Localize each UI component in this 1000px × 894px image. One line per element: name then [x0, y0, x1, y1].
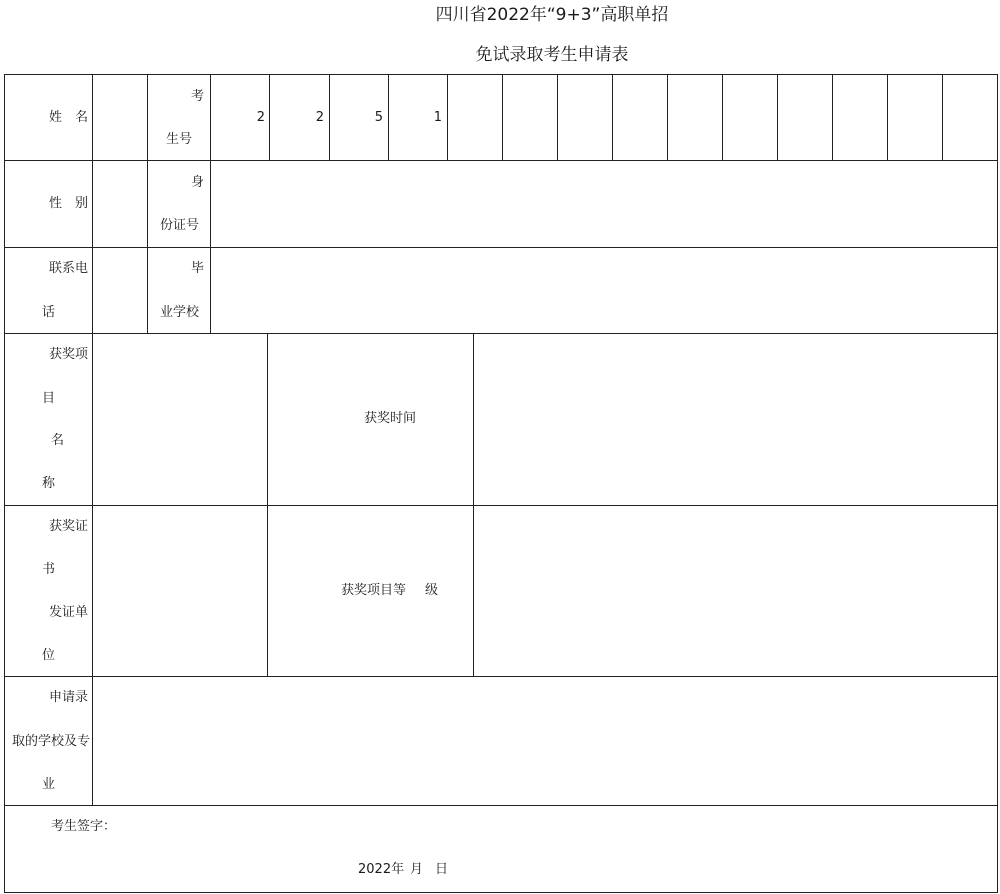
award-name-label-part3: 名: [51, 433, 65, 448]
date-year: 2022年: [358, 862, 405, 877]
exam-digit-2: 2: [315, 110, 324, 125]
rule: [147, 74, 148, 334]
rule: [4, 805, 998, 806]
rule: [777, 74, 778, 161]
exam-number-label-part1: 考: [190, 89, 204, 104]
apply-school-label-part3: 业: [42, 777, 56, 792]
exam-digit-1: 2: [256, 110, 265, 125]
form-title-line2: 免试录取考生申请表: [475, 45, 629, 65]
apply-school-label-part1: 申请录: [48, 690, 88, 705]
id-number-label-part1: 身: [190, 175, 204, 190]
rule: [4, 676, 998, 677]
school-label-part1: 毕: [190, 261, 204, 276]
rule: [473, 333, 474, 677]
rule: [210, 74, 211, 334]
apply-school-label-part2: 取的学校及专: [12, 734, 91, 749]
name-label: 姓 名: [48, 110, 88, 125]
exam-number-label-part2: 生号: [166, 132, 193, 147]
award-time-label: 获奖时间: [363, 411, 416, 426]
rule: [269, 74, 270, 161]
form-title-line1: 四川省2022年“9+3”高职单招: [435, 5, 669, 25]
rule: [92, 74, 93, 806]
date-day: 日: [435, 862, 449, 877]
rule: [722, 74, 723, 161]
exam-digit-3: 5: [374, 110, 383, 125]
rule: [4, 505, 998, 506]
gender-label: 性 别: [48, 196, 88, 211]
award-name-label-part4: 称: [42, 476, 56, 491]
phone-label-part2: 话: [42, 305, 56, 320]
rule: [502, 74, 503, 161]
rule: [557, 74, 558, 161]
rule: [612, 74, 613, 161]
rule: [4, 333, 998, 334]
rule: [4, 247, 998, 248]
award-name-label-part1: 获奖项: [48, 347, 88, 362]
phone-label-part1: 联系电: [48, 261, 88, 276]
id-number-label-part2: 份证号: [160, 218, 200, 233]
rule: [388, 74, 389, 161]
rule: [832, 74, 833, 161]
signature-label: 考生签字：: [51, 819, 117, 834]
cert-issuer-label-part2: 书: [42, 562, 56, 577]
award-name-label-part2: 目: [42, 391, 56, 406]
rule: [667, 74, 668, 161]
award-level-label-part2: 级: [425, 583, 439, 598]
cert-issuer-label-part1: 获奖证: [48, 519, 88, 534]
rule: [887, 74, 888, 161]
school-label-part2: 业学校: [160, 305, 200, 320]
rule: [447, 74, 448, 161]
award-level-label-part1: 获奖项目等: [341, 583, 407, 598]
rule: [942, 74, 943, 161]
exam-digit-4: 1: [433, 110, 442, 125]
date-month: 月: [410, 862, 424, 877]
rule: [4, 74, 5, 893]
rule: [4, 892, 998, 893]
rule: [997, 74, 998, 893]
rule: [267, 333, 268, 677]
cert-issuer-label-part3: 发证单: [48, 605, 88, 620]
cert-issuer-label-part4: 位: [42, 648, 56, 663]
rule: [4, 74, 998, 75]
rule: [329, 74, 330, 161]
rule: [4, 160, 998, 161]
